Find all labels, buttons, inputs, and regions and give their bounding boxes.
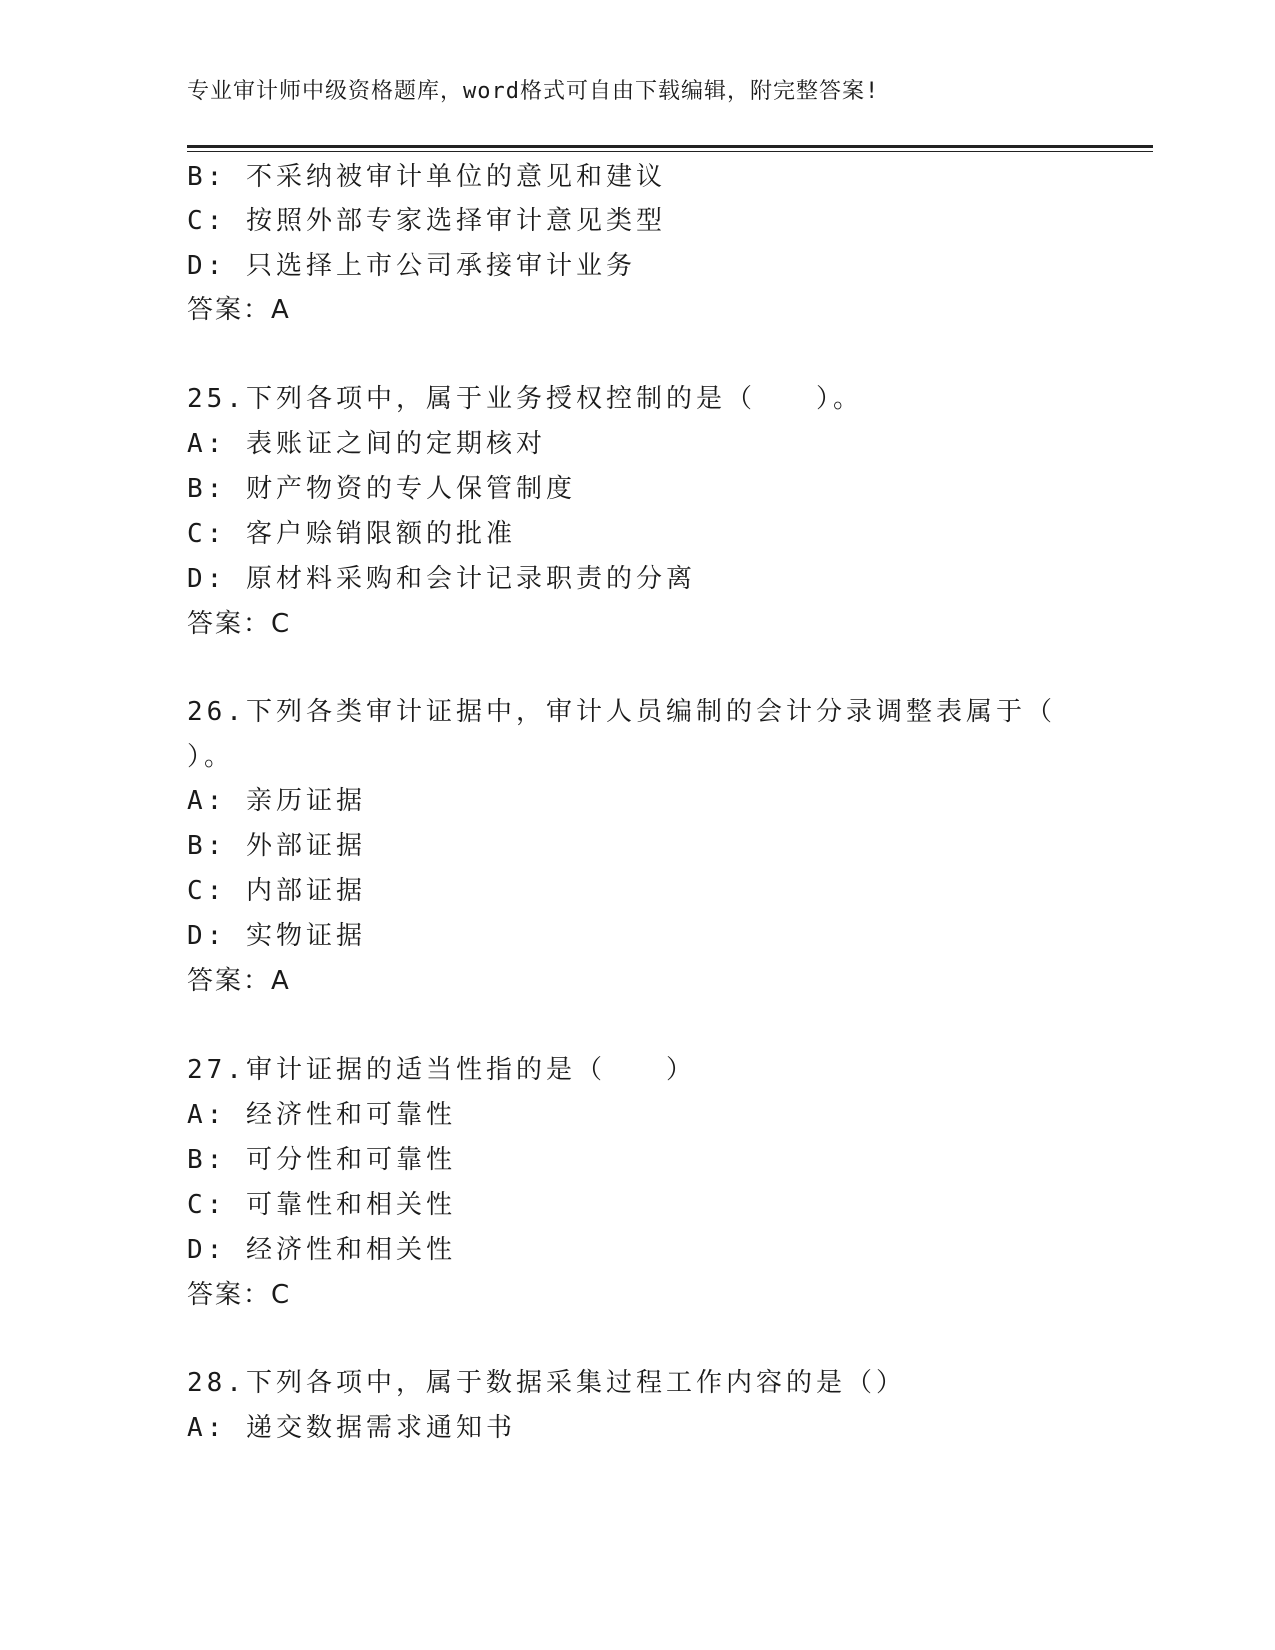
q25-option-c: C: 客户赊销限额的批准 <box>187 519 516 549</box>
q26-answer: 答案：A <box>187 966 291 996</box>
q26-question-line1: 26.下列各类审计证据中，审计人员编制的会计分录调整表属于（ <box>187 697 1056 727</box>
q27-option-d: D: 经济性和相关性 <box>187 1235 456 1265</box>
header-rule-thin <box>187 151 1153 152</box>
q25-question: 25.下列各项中，属于业务授权控制的是（ ）。 <box>187 384 863 414</box>
q28-option-a: A: 递交数据需求通知书 <box>187 1413 516 1443</box>
q27-option-c: C: 可靠性和相关性 <box>187 1190 456 1220</box>
q26-option-b: B: 外部证据 <box>187 831 366 861</box>
q25-option-b: B: 财产物资的专人保管制度 <box>187 474 576 504</box>
q28-question: 28.下列各项中，属于数据采集过程工作内容的是（） <box>187 1368 906 1398</box>
q24-option-b: B: 不采纳被审计单位的意见和建议 <box>187 162 666 192</box>
q25-option-d: D: 原材料采购和会计记录职责的分离 <box>187 564 696 594</box>
q24-answer: 答案：A <box>187 295 291 325</box>
q27-option-b: B: 可分性和可靠性 <box>187 1145 456 1175</box>
header-rule-thick <box>187 145 1153 148</box>
q24-option-c: C: 按照外部专家选择审计意见类型 <box>187 206 666 236</box>
q25-answer: 答案：C <box>187 609 292 639</box>
q26-option-c: C: 内部证据 <box>187 876 366 906</box>
q24-option-d: D: 只选择上市公司承接审计业务 <box>187 251 636 281</box>
page-header: 专业审计师中级资格题库，word格式可自由下载编辑，附完整答案! <box>187 79 880 104</box>
q26-option-d: D: 实物证据 <box>187 921 366 951</box>
q26-option-a: A: 亲历证据 <box>187 786 366 816</box>
q27-option-a: A: 经济性和可靠性 <box>187 1100 456 1130</box>
q27-answer: 答案：C <box>187 1280 292 1310</box>
q25-option-a: A: 表账证之间的定期核对 <box>187 429 546 459</box>
q27-question: 27.审计证据的适当性指的是（ ） <box>187 1055 696 1085</box>
q26-question-line2: ）。 <box>187 742 235 772</box>
